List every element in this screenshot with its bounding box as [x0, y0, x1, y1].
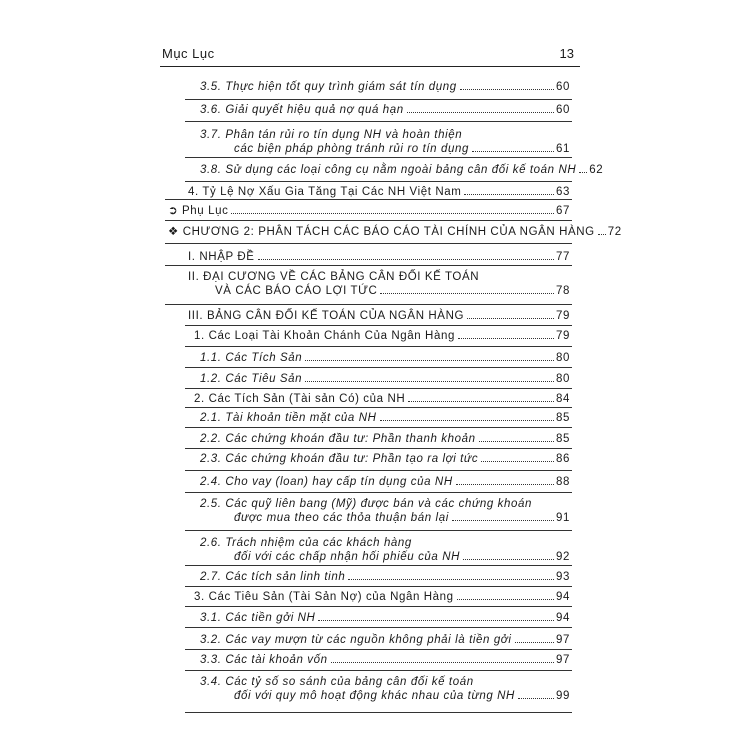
entry-separator — [185, 470, 572, 471]
toc-entry-title: 1.1. Các Tích Sản — [200, 352, 303, 364]
toc-entry-title: 3.4. Các tỷ số so sánh của bảng cân đối kế toán — [200, 676, 474, 688]
toc-page-number: 72 — [607, 226, 622, 238]
toc-page-number: 85 — [556, 433, 570, 445]
toc-entry[interactable] — [188, 270, 570, 298]
toc-page-number: 79 — [556, 330, 570, 342]
toc-entry-title: ❖ CHƯƠNG 2: PHÂN TÁCH CÁC BÁO CÁO TÀI CHÍNH CỦA NGÂN HÀNG — [168, 226, 595, 238]
toc-entry-title: các biện pháp phòng tránh rủi ro tín dụng — [234, 143, 469, 155]
toc-page-number: 61 — [556, 143, 570, 155]
toc-entry[interactable] — [168, 225, 622, 239]
toc-entry[interactable] — [200, 675, 570, 703]
entry-separator — [165, 243, 572, 244]
toc-entry-title: 3.2. Các vay mượn từ các nguồn không phải là tiền gởi — [200, 634, 512, 646]
toc-entry-title: 3. Các Tiêu Sản (Tài Sản Nợ) của Ngân Hàng — [194, 591, 454, 603]
toc-entry-title: 2.5. Các quỹ liên bang (Mỹ) được bán và các chứng khoán — [200, 498, 532, 510]
dot-leader — [464, 194, 554, 195]
dot-leader — [456, 484, 554, 485]
dot-leader — [231, 213, 554, 214]
dot-leader — [380, 420, 554, 421]
entry-separator — [185, 346, 572, 347]
toc-page-number: 62 — [589, 164, 604, 176]
toc-entry-title: VÀ CÁC BÁO CÁO LỢI TỨC — [215, 285, 378, 297]
entry-separator — [165, 199, 572, 200]
toc-page-number: 91 — [556, 512, 570, 524]
toc-entry-title: 3.6. Giải quyết hiệu quả nợ quá hạn — [200, 104, 404, 116]
entry-separator — [185, 565, 572, 566]
entry-separator — [185, 530, 572, 531]
toc-page-number: 88 — [556, 476, 570, 488]
dot-leader — [408, 401, 554, 402]
dot-leader — [598, 234, 606, 235]
toc-entry-title: I. NHẬP ĐỀ — [188, 251, 255, 263]
toc-entry[interactable] — [200, 611, 570, 625]
entry-separator — [185, 388, 572, 389]
toc-page-number: 86 — [556, 453, 570, 465]
header-page-number: 13 — [559, 46, 574, 61]
entry-separator — [185, 649, 572, 650]
dot-leader — [467, 318, 554, 319]
toc-page-number: 60 — [556, 81, 570, 93]
toc-entry-title: 2.6. Trách nhiệm của các khách hàng — [200, 537, 412, 549]
toc-entry[interactable] — [200, 163, 604, 177]
entry-separator — [185, 325, 572, 326]
toc-page-number: 78 — [556, 285, 570, 297]
entry-separator — [185, 367, 572, 368]
toc-entry[interactable] — [200, 128, 570, 156]
toc-entry[interactable] — [194, 590, 570, 604]
toc-entry-title: 1.2. Các Tiêu Sản — [200, 373, 303, 385]
dot-leader — [457, 599, 554, 600]
toc-entry-title: đối với các chấp nhận hối phiếu của NH — [234, 551, 461, 563]
toc-entry[interactable] — [200, 653, 570, 667]
toc-entry-title: được mua theo các thỏa thuận bán lại — [234, 512, 449, 524]
toc-page-number: 92 — [556, 551, 570, 563]
dot-leader — [258, 259, 555, 260]
entry-separator — [165, 220, 572, 221]
toc-entry-title: II. ĐẠI CƯƠNG VỀ CÁC BẢNG CÂN ĐỐI KẾ TOÁN — [188, 271, 480, 283]
toc-page-number: 85 — [556, 412, 570, 424]
toc-entry[interactable] — [194, 329, 570, 343]
toc-entry-title: 2.7. Các tích sản linh tinh — [200, 571, 346, 583]
entry-separator — [185, 627, 572, 628]
dot-leader — [460, 89, 554, 90]
toc-page-number: 94 — [556, 591, 570, 603]
dot-leader — [348, 579, 554, 580]
dot-leader — [472, 151, 554, 152]
toc-page-number: 97 — [556, 654, 570, 666]
toc-page-number: 80 — [556, 373, 570, 385]
entry-separator — [185, 492, 572, 493]
entry-separator — [185, 181, 572, 182]
toc-page-number: 60 — [556, 104, 570, 116]
entry-separator — [165, 304, 572, 305]
entry-separator — [185, 427, 572, 428]
toc-page-number: 94 — [556, 612, 570, 624]
toc-entry[interactable] — [200, 475, 570, 489]
toc-page-number: 63 — [556, 186, 570, 198]
dot-leader — [305, 360, 554, 361]
toc-entry[interactable] — [200, 570, 570, 584]
entry-separator — [185, 586, 572, 587]
toc-entry[interactable] — [200, 372, 570, 386]
toc-entry[interactable] — [200, 633, 570, 647]
entry-separator — [185, 606, 572, 607]
dot-leader — [515, 642, 554, 643]
entry-separator — [185, 448, 572, 449]
toc-entry-title: 2.1. Tài khoản tiền mặt của NH — [200, 412, 377, 424]
entry-separator — [165, 265, 572, 266]
toc-entry-title: 2.3. Các chứng khoán đầu tư: Phần tạo ra lợi tức — [200, 453, 479, 465]
toc-page-number: 77 — [556, 251, 570, 263]
toc-page-number: 79 — [556, 310, 570, 322]
dot-leader — [463, 559, 554, 560]
toc-entry[interactable] — [200, 536, 570, 564]
entry-separator — [185, 157, 572, 158]
toc-entry-title: 4. Tỷ Lệ Nợ Xấu Gia Tăng Tại Các NH Việt Nam — [188, 186, 462, 198]
dot-leader — [407, 112, 554, 113]
dot-leader — [380, 293, 554, 294]
toc-entry[interactable] — [200, 432, 570, 446]
dot-leader — [331, 662, 554, 663]
dot-leader — [458, 338, 554, 339]
dot-leader — [305, 381, 554, 382]
toc-entry[interactable] — [168, 204, 570, 218]
toc-entry-title: 3.1. Các tiền gởi NH — [200, 612, 316, 624]
entry-separator — [185, 121, 572, 122]
toc-entry[interactable] — [200, 80, 570, 94]
dot-leader — [318, 620, 554, 621]
header-title: Mục Lục — [162, 46, 215, 61]
toc-entry[interactable] — [188, 250, 570, 264]
toc-entry-title: 2.2. Các chứng khoán đầu tư: Phần thanh khoản — [200, 433, 476, 445]
entry-separator — [185, 670, 572, 671]
toc-page-number: 67 — [556, 205, 570, 217]
entry-separator — [185, 99, 572, 100]
toc-page-number: 97 — [556, 634, 570, 646]
toc-entry[interactable] — [188, 185, 570, 199]
toc-entry-title: ➲ Phụ Lục — [168, 205, 229, 217]
toc-entry-title: 3.7. Phân tán rủi ro tín dụng NH và hoàn thiện — [200, 129, 463, 141]
dot-leader — [518, 698, 554, 699]
toc-entry[interactable] — [200, 411, 570, 425]
entry-separator — [185, 712, 572, 713]
toc-entry[interactable] — [194, 392, 570, 406]
toc-entry[interactable] — [200, 452, 570, 466]
toc-entry[interactable] — [200, 351, 570, 365]
toc-entry-title: 2. Các Tích Sản (Tài sản Có) của NH — [194, 393, 406, 405]
toc-entry-title: 1. Các Loại Tài Khoản Chánh Của Ngân Hàng — [194, 330, 455, 342]
toc-entry-title: 3.5. Thực hiện tốt quy trình giám sát tín dụng — [200, 81, 457, 93]
toc-entry-title: đối với quy mô hoạt động khác nhau của từng NH — [234, 690, 515, 702]
toc-entry[interactable] — [200, 103, 570, 117]
dot-leader — [481, 461, 554, 462]
toc-page-number: 99 — [556, 690, 570, 702]
toc-page-number: 93 — [556, 571, 570, 583]
toc-entry-title: 2.4. Cho vay (loan) hay cấp tín dụng của NH — [200, 476, 453, 488]
dot-leader — [579, 172, 587, 173]
toc-entry[interactable] — [188, 309, 570, 323]
toc-entry-title: III. BẢNG CÂN ĐỐI KẾ TOÁN CỦA NGÂN HÀNG — [188, 310, 465, 322]
entry-separator — [185, 407, 572, 408]
dot-leader — [452, 520, 554, 521]
toc-page-number: 84 — [556, 393, 570, 405]
toc-entry-title: 3.8. Sử dụng các loại công cụ nằm ngoài bảng cân đối kế toán NH — [200, 164, 577, 176]
dot-leader — [479, 441, 554, 442]
toc-page-number: 80 — [556, 352, 570, 364]
toc-entry[interactable] — [200, 497, 570, 525]
toc-entry-title: 3.3. Các tài khoản vốn — [200, 654, 328, 666]
